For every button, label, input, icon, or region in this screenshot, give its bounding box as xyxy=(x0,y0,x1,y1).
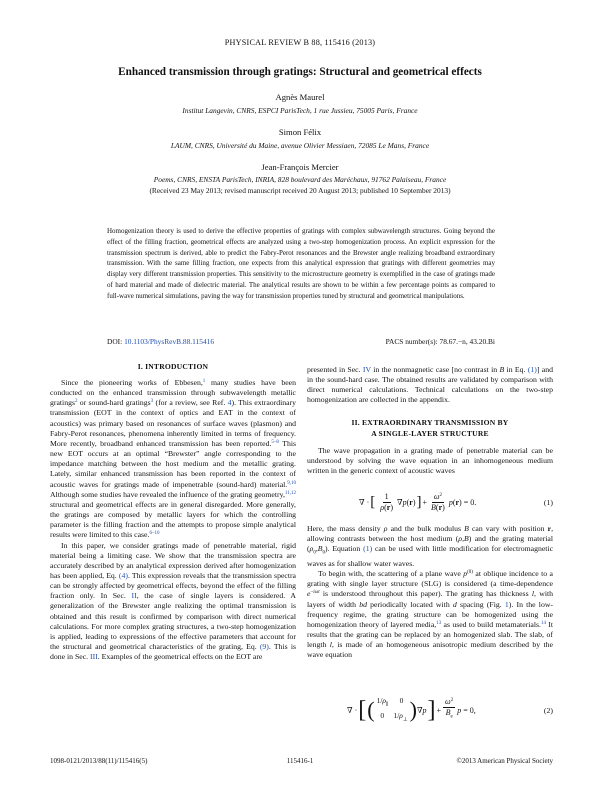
author-affiliation: Institut Langevin, CNRS, ESPCI ParisTech, 1 rue Jussieu, 75005 Paris, France xyxy=(182,106,418,115)
doi-link[interactable]: 10.1103/PhysRevB.88.115416 xyxy=(124,337,215,346)
doi-pacs-line xyxy=(107,337,495,346)
author-name: Agnès Maurel xyxy=(275,92,325,102)
author-affiliation: LAUM, CNRS, Université du Maine, avenue Olivier Messiaen, 72085 Le Mans, France xyxy=(170,141,430,150)
section-heading-introduction: I. INTRODUCTION xyxy=(137,362,209,371)
sec2-para2: Here, the mass density ρ and the bulk modulus B can vary with position r, allowing contrasts between the host medium (ρ,B) and the grating material $(\rho_0,B_0)$. Equation (1) can be used with little modification for electromagnetic waves as for shallow water waves. To begin with, the scattering of a plane wave $p^{(0)}$ at oblique incidence to a grating with single layer structure (SLG) is considered (a time-dependence $e^{-i\omega t}$ is understood throughout this paper). The grating has thickness l, with layers of width bd periodically located with d spacing (Fig. 1). In the low-frequency regime, the grating structure can be homogenized using the homogenization theory of layered media,$^{13}$ as used to build metamaterials.$^{14}$ It results that the grating can be replaced by an homogenized slab. The slab, of length l, is made of an homogeneous anisotropic medium described by the wave equation xyxy=(307,524,554,660)
footer-page-number: 115416-1 xyxy=(286,757,314,765)
equation-number: (2) xyxy=(543,705,553,715)
equation-2: ∇ · [ ( $1/\rho_\parallel$ 0 0 $1/\rho_\perp$ ) ∇p ] + $\frac{\omega^2}{B_e}$ p = 0, (2) xyxy=(347,695,553,723)
publication-dates: (Received 23 May 2013; revised manuscript received 20 August 2013; published 10 September 2013) xyxy=(149,186,451,195)
section-heading-ii-line1: II. EXTRAORDINARY TRANSMISSION BY xyxy=(351,418,509,427)
author-name: Simon Félix xyxy=(278,127,322,137)
journal-header: PHYSICAL REVIEW B 88, 115416 (2013) xyxy=(224,38,376,47)
author-affiliation: Poems, CNRS, ENSTA ParisTech, INRIA, 828 boulevard des Maréchaux, 91762 Palaiseau, France xyxy=(153,175,447,184)
doi-label: DOI: xyxy=(107,337,123,346)
equation-1: ∇ · [ $\frac{1}{\rho(r)}$ ∇p(r) ] + $\frac{\omega^2}{B(r)}$ p(r) = 0. (1) xyxy=(359,491,553,512)
equation-number: (1) xyxy=(543,497,553,507)
intro-body: Since the pioneering works of Ebbesen,$^1$ many studies have been conducted on the enhanced transmission through subwavelength metallic gratings$^2$ or sound-hard gratings$^3$ (for a review, see Ref. 4). This extraordinary transmission (EOT in the context of optics and EAT in the context of acoustics) was primary based on resonances of surface waves (plasmon) and Fabry-Perot resonances, phenomena inherently limited in terms of frequency. More recently, broadband enhanced transmission has been reported.$^{5-8}$ This new EOT occurs at an optimal “Brewster” angle corresponding to the impedance matching between the host medium and the metallic grating. Lately, similar enhanced transmission has been reported in the context of acoustic waves for gratings made of impenetrable (sound-hard) material.$^{9,10}$ Although some studies have revealed the influence of the grating geometry,$^{11,12}$ structural and geometrical effects are in general disregarded. More generally, the gratings are composed by metallic layers for which the controlling parameter is the filling fraction and the attempts to propose simple analytical results were limited to this case.$^{6-10}$ In this paper, we consider gratings made of penetrable material, rigid material being a limiting case. We show that the transmission spectra are accurately described by an analytical expression derived after homogenization has been applied, Eq. (4). This expression reveals that the transmission spectra can be strongly affected by geometrical effects, beyond the effect of the filling fraction only. In Sec. II, the case of single layers is considered. A generalization of the Brewster angle realizing the optimal transmission is obtained and this result is confirmed by comparison with direct numerical calculations. For more complex grating structures, a two-step homogenization is applied, leading to expressions of the effective parameters that account for the structural and geometrical characteristics of the grating, Eq. (9). This is done in Sec. III. Examples of the geometrical effects on the EOT are xyxy=(50,378,297,662)
footer-copyright: ©2013 American Physical Society xyxy=(456,757,553,765)
sec2-para1: The wave propagation in a grating made of penetrable material can be understood by solving the wave equation in an inhomogeneous medium written in the generic context of acoustic waves xyxy=(307,446,553,476)
paper-title: Enhanced transmission through gratings: Structural and geometrical effects xyxy=(118,66,482,78)
author-name: Jean-François Mercier xyxy=(261,162,339,172)
section-heading-ii-line2: A SINGLE-LAYER STRUCTURE xyxy=(371,429,489,438)
abstract: Homogenization theory is used to derive the effective properties of gratings with complex subwavelength structures. Going beyond the effect of the filling fraction, geometrical effects are analyzed using a two-step homogenization process. An explicit expression for the transmission spectrum is derived, able to predict the Fabry-Perot resonances and the Brewster angle realizing broadband extraordinary transmission. With the same filling fraction, one expects from this analytical expression that gratings with different geometries may display very different transmission properties. This sensitivity to the microstructure geometry is exemplified in the case of gratings made of hard material and made of dielectric material. The analytical results are shown to be within a few percentage points as compared to full-wave numerical simulations, paving the way for transmission properties tuned by structural and geometrical manipulations. xyxy=(107,227,495,300)
right-column-top: presented in Sec. IV in the nonmagnetic case [no contrast in B in Eq. (1)] and in the sound-hard case. The obtained results are validated by comparison with direct numerical calculations. Technical calculations on the two-step homogenization are collected in the appendix. xyxy=(307,365,553,405)
footer-issn: 1098-0121/2013/88(11)/115416(5) xyxy=(50,757,148,765)
pacs-numbers: PACS number(s): 78.67.−n, 43.20.Bi xyxy=(385,337,495,346)
